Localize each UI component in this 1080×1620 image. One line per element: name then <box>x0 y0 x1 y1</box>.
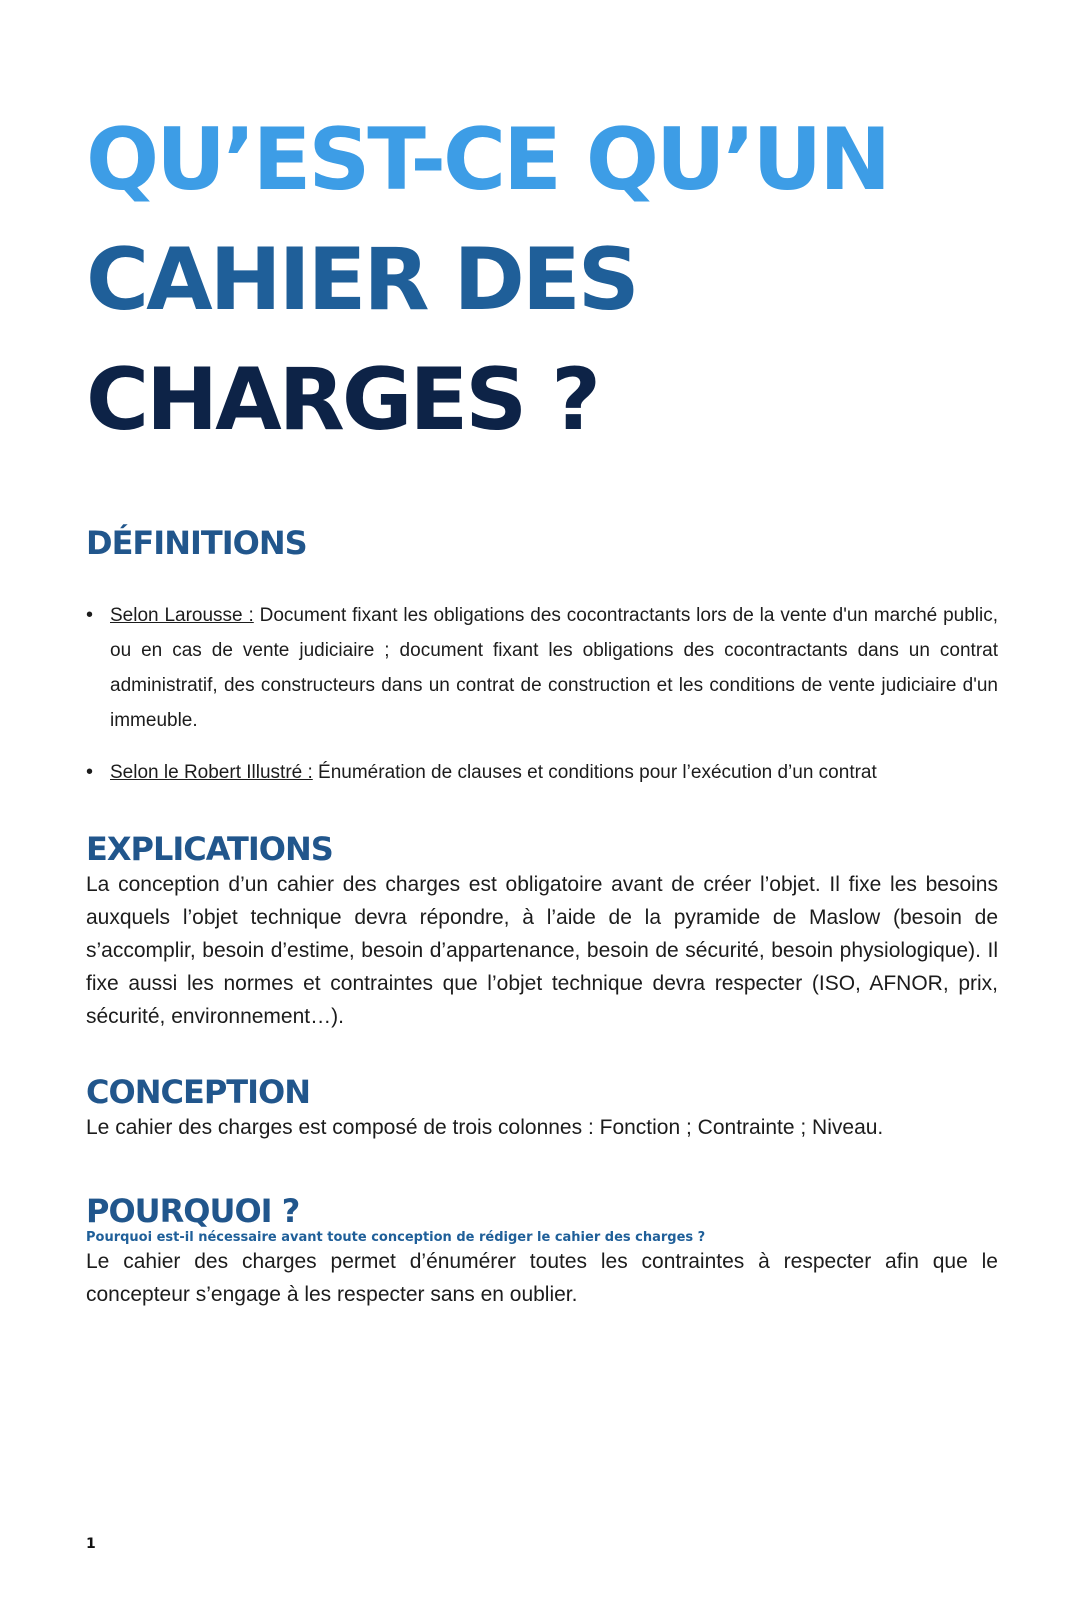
conception-heading: CONCEPTION <box>86 1073 310 1111</box>
page-title <box>86 100 998 460</box>
list-item <box>86 755 998 790</box>
pourquoi-subheading: Pourquoi est-il nécessaire avant toute conception de rédiger le cahier des charges ? <box>86 1230 706 1245</box>
page-number: 1 <box>86 1536 96 1552</box>
explications-paragraph: La conception d’un cahier des charges est obligatoire avant de créer l’objet. Il fixe les besoins auxquels l’objet technique devra répondre, à l’aide de la pyramide de Maslow (besoin de s’accomplir, besoin d’estime, besoin d’appartenance, besoin de sécurité, besoin physiologique). Il fixe aussi les normes et contraintes que l’objet technique devra respecter (ISO, AFNOR, prix, sécurité, environnement…). <box>86 873 998 1028</box>
definition-source: Selon le Robert Illustré : <box>110 762 313 783</box>
definition-text: Document fixant les obligations des cocontractants lors de la vente d'un marché public, ou en cas de vente judiciaire ; document fixant les obligations des cocontractants dans un contrat administratif, des constructeurs dans un contrat de construction et les conditions de vente judiciaire d'un immeuble. <box>110 605 999 731</box>
title-line-2: CAHIER DES <box>86 230 637 330</box>
list-item <box>86 598 998 738</box>
pourquoi-heading: POURQUOI ? <box>86 1192 300 1230</box>
document-page <box>86 100 998 1311</box>
definitions-list <box>86 598 998 790</box>
definition-text: Énumération de clauses et conditions pour l’exécution d’un contrat <box>312 762 877 783</box>
definitions-heading: DÉFINITIONS <box>86 524 307 562</box>
bullet-icon: • <box>86 761 94 783</box>
bullet-icon: • <box>86 604 94 626</box>
definition-source: Selon Larousse : <box>110 605 254 626</box>
title-line-1: QU’EST-CE QU’UN <box>86 110 889 210</box>
conception-paragraph: Le cahier des charges est composé de trois colonnes : Fonction ; Contrainte ; Niveau. <box>86 1116 884 1139</box>
pourquoi-paragraph: Le cahier des charges permet d’énumérer toutes les contraintes à respecter afin que le concepteur s’engage à les respecter sans en oublier. <box>86 1250 998 1306</box>
title-line-3: CHARGES ? <box>86 350 598 450</box>
explications-heading: EXPLICATIONS <box>86 830 333 868</box>
